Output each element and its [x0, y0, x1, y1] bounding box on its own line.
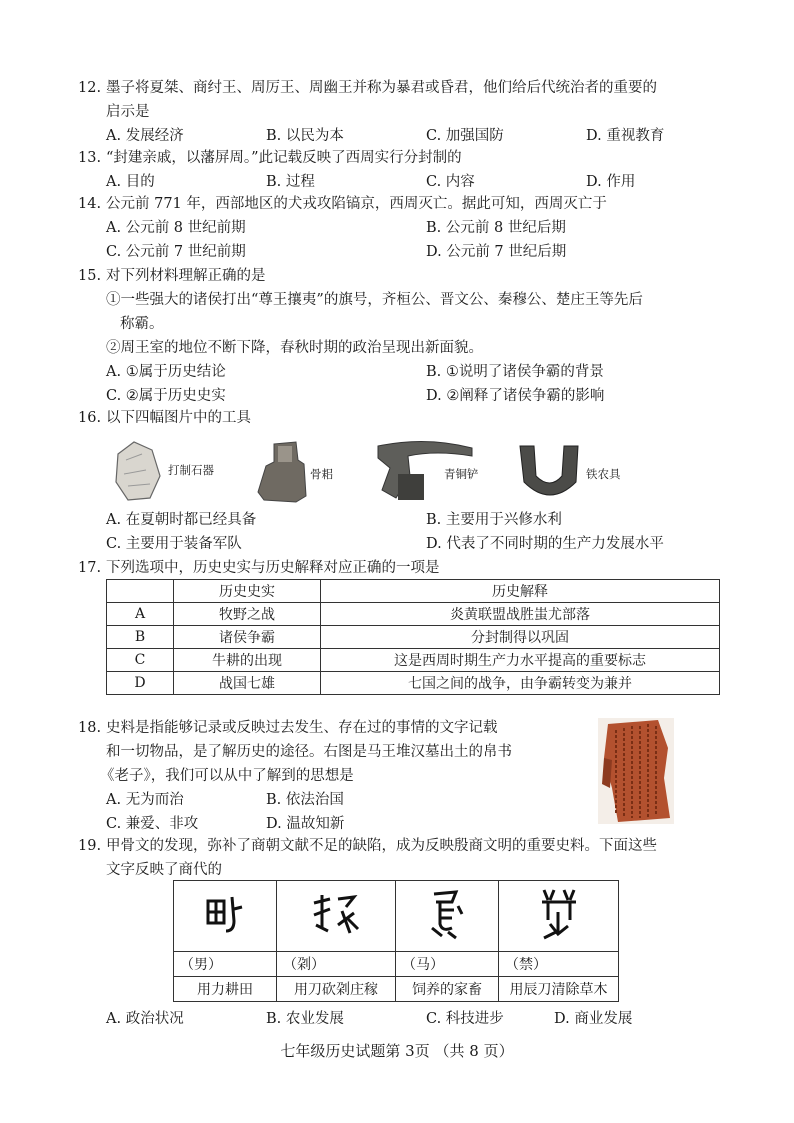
table-row[interactable]: C 牛耕的出现 这是西周时期生产力水平提高的重要标志 — [107, 649, 720, 672]
oracle-glyph-icon — [308, 889, 364, 939]
option-c[interactable]: C. 主要用于装备军队 — [106, 536, 242, 552]
table-row[interactable]: A 牧野之战 炎黄联盟战胜蚩尤部落 — [107, 603, 720, 626]
option-a[interactable]: A. 政治状况 — [106, 1011, 184, 1027]
question-stem: 甲骨文的发现，弥补了商朝文献不足的缺陷，成为反映殷商文明的重要史料。下面这些 — [106, 838, 657, 854]
question-number: 12. — [78, 80, 102, 96]
question-stem: “封建亲戚，以藩屏周。”此记载反映了西周实行分封制的 — [106, 150, 462, 166]
material-1: ①一些强大的诸侯打出“尊王攘夷”的旗号，齐桓公、晋文公、秦穆公、楚庄王等先后 — [106, 292, 643, 308]
option-b[interactable]: B. 过程 — [266, 174, 315, 190]
question-14 — [78, 192, 728, 264]
option-a[interactable]: A. ①属于历史结论 — [106, 364, 226, 380]
tool-label-iron: 铁农具 — [586, 467, 621, 481]
table-header: 历史史实 历史解释 — [107, 580, 720, 603]
question-number: 17. — [78, 560, 102, 576]
option-a[interactable]: A. 目的 — [106, 174, 155, 190]
oracle-glyph-jin — [499, 881, 619, 952]
question-16-options — [78, 508, 728, 556]
option-c[interactable]: C. 内容 — [426, 174, 475, 190]
question-16 — [78, 406, 728, 430]
question-number: 18. — [78, 720, 102, 736]
question-stem: 公元前 771 年，西部地区的犬戎攻陷镐京，西周灭亡。据此可知，西周灭亡于 — [106, 196, 607, 212]
question-15 — [78, 264, 728, 408]
options — [106, 508, 728, 532]
question-12 — [78, 76, 728, 148]
option-c[interactable]: C. 科技进步 — [426, 1011, 504, 1027]
option-a[interactable]: A. 无为而治 — [106, 792, 184, 808]
option-b[interactable]: B. 依法治国 — [266, 792, 344, 808]
material-2: ②周王室的地位不断下降，春秋时期的政治呈现出新面貌。 — [106, 340, 483, 356]
question-number: 13. — [78, 150, 102, 166]
option-a[interactable]: A. 发展经济 — [106, 128, 184, 144]
char-row: （男） （刴） （马） （禁） — [174, 952, 619, 977]
option-d[interactable]: D. 代表了不同时期的生产力发展水平 — [426, 536, 664, 552]
question-19 — [78, 834, 728, 882]
option-c[interactable]: C. 兼爱、非攻 — [106, 816, 199, 832]
options — [106, 124, 728, 148]
question-stem: 以下四幅图片中的工具 — [106, 410, 251, 426]
page-footer: 七年级历史试题第 3页 （共 8 页） — [280, 1042, 514, 1060]
option-d[interactable]: D. 商业发展 — [554, 1011, 633, 1027]
material-1-cont: 称霸。 — [120, 316, 164, 332]
options — [106, 1007, 728, 1031]
question-stem: 对下列材料理解正确的是 — [106, 268, 266, 284]
option-a[interactable]: A. 公元前 8 世纪前期 — [106, 220, 246, 236]
options — [106, 216, 728, 240]
option-d[interactable]: D. 作用 — [586, 174, 636, 190]
question-stem-cont: 文字反映了商代的 — [106, 862, 222, 878]
question-13 — [78, 146, 728, 194]
question-stem: 下列选项中，历史史实与历史解释对应正确的一项是 — [106, 560, 440, 576]
question-17 — [78, 556, 728, 580]
question-stem-cont: 启示是 — [106, 104, 150, 120]
oracle-glyph-icon — [200, 889, 250, 939]
option-b[interactable]: B. 农业发展 — [266, 1011, 344, 1027]
option-c[interactable]: C. ②属于历史史实 — [106, 388, 226, 404]
option-c[interactable]: C. 公元前 7 世纪前期 — [106, 244, 246, 260]
options — [106, 360, 728, 384]
option-b[interactable]: B. 公元前 8 世纪后期 — [426, 220, 566, 236]
options — [106, 532, 728, 556]
options — [106, 384, 728, 408]
table-row[interactable]: B 诸侯争霸 分封制得以巩固 — [107, 626, 720, 649]
option-d[interactable]: D. 公元前 7 世纪后期 — [426, 244, 567, 260]
question-stem-cont: 《老子》，我们可以从中了解到的思想是 — [100, 768, 354, 784]
question-number: 16. — [78, 410, 102, 426]
tool-label-bronze: 青铜铲 — [444, 467, 479, 481]
question-stem: 史料是指能够记录或反映过去发生、存在过的事情的文字记载 — [106, 720, 498, 736]
meaning-row: 用力耕田 用刀砍刴庄稼 饲养的家畜 用辰刀清除草木 — [174, 977, 619, 1002]
oracle-glyph-li — [277, 881, 396, 952]
option-b[interactable]: B. ①说明了诸侯争霸的背景 — [426, 364, 604, 380]
option-d[interactable]: D. 温故知新 — [266, 816, 345, 832]
question-number: 14. — [78, 196, 102, 212]
option-d[interactable]: D. 重视教育 — [586, 128, 665, 144]
table-row[interactable]: D 战国七雄 七国之间的战争，由争霸转变为兼并 — [107, 672, 720, 695]
question-stem-cont: 和一切物品，是了解历史的途径。右图是马王堆汉墓出土的帛书 — [106, 744, 512, 760]
options — [106, 170, 728, 194]
glyph-row — [174, 881, 619, 952]
oracle-glyph-nan — [174, 881, 277, 952]
tools-figure — [106, 436, 666, 506]
q17-table — [106, 579, 720, 695]
option-b[interactable]: B. 以民为本 — [266, 128, 344, 144]
options — [106, 240, 728, 264]
question-number: 15. — [78, 268, 102, 284]
question-stem: 墨子将夏桀、商纣王、周厉王、周幽王并称为暴君或昏君，他们给后代统治者的重要的 — [106, 80, 657, 96]
oracle-glyph-icon — [422, 888, 472, 940]
tool-label-bone: 骨耜 — [310, 467, 333, 481]
option-a[interactable]: A. 在夏朝时都已经具备 — [106, 512, 257, 528]
silk-manuscript-image — [598, 718, 674, 824]
option-c[interactable]: C. 加强国防 — [426, 128, 504, 144]
oracle-glyph-ma — [396, 881, 499, 952]
oracle-bone-table — [173, 880, 619, 1002]
question-19-options — [78, 1007, 728, 1031]
question-number: 19. — [78, 838, 102, 854]
option-d[interactable]: D. ②阐释了诸侯争霸的影响 — [426, 388, 605, 404]
option-b[interactable]: B. 主要用于兴修水利 — [426, 512, 562, 528]
tool-label-stone: 打制石器 — [168, 463, 214, 477]
oracle-glyph-icon — [534, 886, 584, 942]
